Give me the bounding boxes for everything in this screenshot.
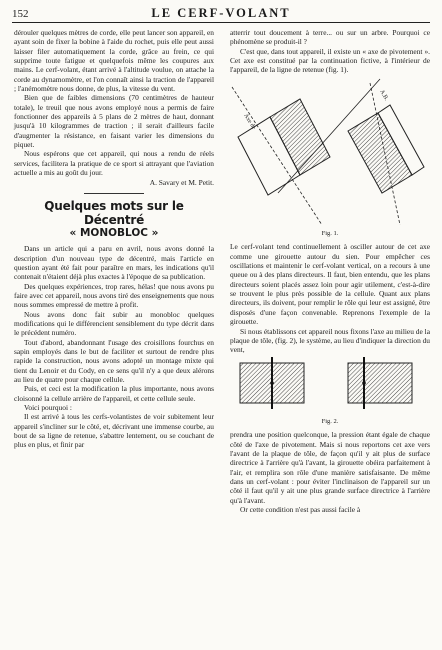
article-subtitle: « MONOBLOC » (69, 226, 159, 239)
paragraph: Or cette condition n'est pas aussi facile à (240, 504, 361, 514)
vane-right (348, 357, 412, 409)
article-title: Quelques mots sur le Décentré (44, 198, 184, 227)
paragraph: Nous espérons que cet appareil, qui nous a rendu de réels services, facilitera la pratique de ce sport si attrayant que l'aviation actuelle a mis au goût du jour. (14, 149, 214, 178)
paragraph: atterrir tout doucement à terre... ou sur un arbre. Pourquoi ce phénomène se produit-il ? (230, 28, 430, 47)
paragraph: C'est que, dans tout appareil, il existe un « axe de pivotement ». Cet axe est constitué par la continuation fictive, à l'intérieur de l'appareil, de la ligne de retenue (fig. 1). (230, 46, 430, 75)
left-column (14, 28, 214, 450)
header-rule (12, 22, 430, 23)
paragraph: Voici pourquoi : (24, 403, 72, 413)
paragraph: Si nous établissons cet appareil nous fixons l'axe au milieu de la plaque de tôle, (fig. 2), le système, au lieu d'indiquer la direction du vent, (230, 326, 430, 355)
paragraph: Des quelques expériences, trop rares, hélas! que nous avons pu faire avec cet appareil, nous avons tiré des enseignements que nous nous sommes empressé de mettre à profit. (14, 281, 214, 310)
paragraph: prendra une position quelconque, la pression étant égale de chaque côté de l'axe de pivotement. Mais si nous reportons cet axe vers l'avant de la plaque de tôle, de façon qu'il y ait plus de surface directrice à l'arrière qu'à l'avant, la girouette obéira parfaitement à l'air, et remplira son rôle d'une manière satisfaisante. De même dans un cerf-volant : pour éviter l'inclinaison de l'appareil sur un côté il faut qu'il y ait une plus grande surface directrice à l'arrière qu'à l'avant. (230, 430, 430, 505)
paragraph: Puis, et ceci est la modification la plus importante, nous avons cloisonné la cellule arrière de l'appareil, et cette cellule seule. (14, 384, 214, 403)
journal-title: LE CERF-VOLANT (151, 6, 291, 20)
fig1-label-c: A.B. (378, 88, 390, 102)
right-column (230, 28, 430, 514)
figure-1-caption: Fig. 1. (321, 230, 339, 238)
vane-left (240, 357, 304, 409)
paragraph: Le cerf-volant tend continuellement à osciller autour de cet axe comme une girouette autour du sien. Pour empêcher ces oscillations et maintenir le cerf-volant vertical, on a recours à une queue ou à des plans directeurs. Il faut, bien entendu, que les plans directeurs soient placés assez loin pour agir utilement, c'est-à-dire se trouvent le plus près possible de la cellule. Quant aux plans directeurs, ils doivent, pour remplir le rôle qui leur est assigné, être disposés d'une façon convenable. Reprenons l'exemple de la girouette. (230, 242, 430, 327)
kite-right (348, 105, 424, 193)
paragraph: Il est arrivé à tous les cerfs-volantistes de voir subitement leur appareil s'incliner sur le côté, et, décrivant une immense courbe, au bout de sa ligne de retenue, s'abattre lentement, ou se couchant de plus en plus, et finir par (14, 412, 214, 450)
figure-2 (230, 355, 430, 427)
figure-2-caption: Fig. 2. (321, 417, 339, 425)
paragraph: Nous avons donc fait subir au monobloc quelques modifications qui le différencient sensiblement du type décrit dans le précédent numéro. (14, 309, 214, 338)
figure-2-drawing (230, 355, 430, 413)
section-divider (84, 193, 144, 194)
paragraph: Tout d'abord, abandonnant l'usage des croisillons fourchus en sapin employés dans le but de faciliter et surtout de rendre plus rapide la construction, nous avons adopté un montage mixte qui tient du Lenoir et du Cody, en ce sens qu'il n'y a que deux alérons au lieu de quatre pour chaque cellule. (14, 337, 214, 384)
paragraph: Bien que de faibles dimensions (70 centimètres de hauteur totale), le treuil que nous avons employé nous a permis de faire fonctionner des appareils à 5 plans de 2 mètres de haut, donnant jusqu'à 10 kilogrammes de traction ; il serait d'ailleurs facile d'augmenter la résistance, en faisant varier les dimensions du piquet. (14, 93, 214, 150)
fig1-label-a: Axe de (242, 112, 257, 131)
kite-left (238, 99, 330, 195)
figure-1-drawing (230, 75, 430, 225)
figure-1 (230, 75, 430, 239)
author-signature: A. Savary et M. Petit. (149, 177, 214, 187)
page-number: 152 (12, 8, 29, 20)
paragraph: Dans un article qui a paru en avril, nous avons donné la description d'un nouveau type de décentré, mais l'article en question ayant été fait pour paraître en mars, les indications qu'il contenait n'étaient déjà plus exactes à l'époque de sa publication. (14, 244, 214, 282)
paragraph: dérouler quelques mètres de corde, elle peut lancer son appareil, en ayant soin de fixer la bobine à l'aide du rochet, puis elle peut aussi laisser filer automatiquement la corde, grâce au frein, ce qui supprime toute fatigue et quelquefois même les coupures aux mains. Le cerf-volant, étant arrivé à l'altitude voulue, on attache la corde au dynamomètre, et l'on connaît ainsi la traction de l'appareil ; l'anémomètre nous donne, de plus, la vitesse du vent. (14, 28, 214, 94)
